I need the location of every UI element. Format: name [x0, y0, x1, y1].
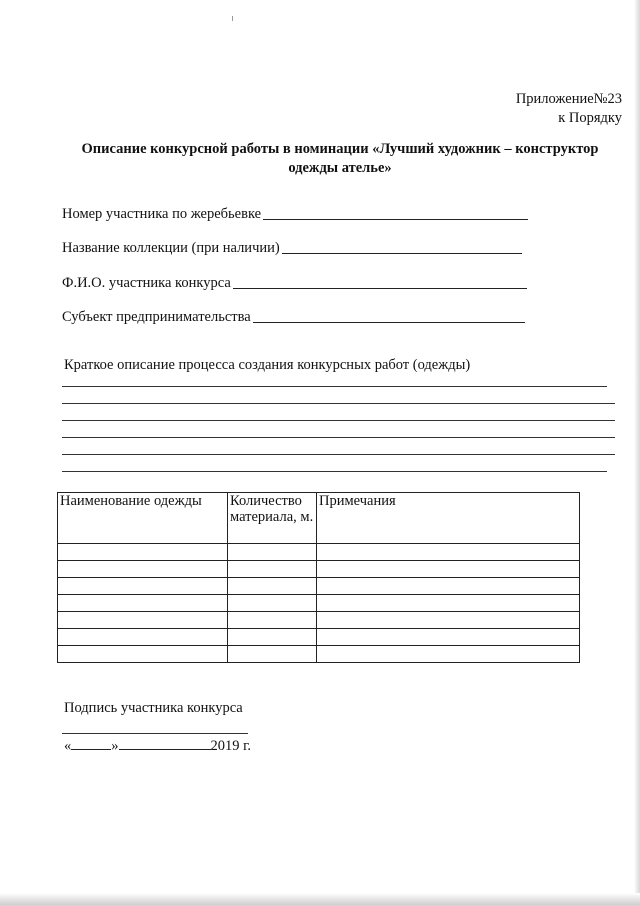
table-row — [58, 595, 580, 612]
collection-name-field — [62, 237, 522, 257]
table-cell[interactable] — [58, 595, 228, 612]
table-cell[interactable] — [228, 544, 317, 561]
date-line — [64, 736, 251, 755]
participant-number-label: Номер участника по жеребьевке — [62, 206, 262, 222]
description-line[interactable] — [62, 471, 607, 472]
collection-name-input[interactable] — [282, 252, 522, 254]
header-notes: Примечания — [317, 493, 580, 544]
table-cell[interactable] — [228, 561, 317, 578]
scan-speck — [232, 16, 233, 21]
table-cell[interactable] — [228, 612, 317, 629]
table-cell[interactable] — [317, 595, 580, 612]
header-material-quantity: Количество материала, м. — [228, 493, 317, 544]
table-cell[interactable] — [228, 578, 317, 595]
header-clothing-name: Наименование одежды — [58, 493, 228, 544]
description-line[interactable] — [62, 403, 615, 404]
description-line[interactable] — [62, 454, 615, 455]
collection-name-label: Название коллекции (при наличии) — [62, 240, 280, 256]
table-cell[interactable] — [58, 612, 228, 629]
table-cell[interactable] — [317, 612, 580, 629]
description-line[interactable] — [62, 437, 615, 438]
table-cell[interactable] — [317, 561, 580, 578]
table-cell[interactable] — [317, 544, 580, 561]
table-cell[interactable] — [58, 646, 228, 663]
participant-number-input[interactable] — [263, 218, 528, 220]
table-header-row — [58, 493, 580, 544]
business-entity-input[interactable] — [253, 321, 525, 323]
clothing-table — [57, 492, 580, 663]
appendix-line-2: к Порядку — [558, 110, 622, 126]
table-cell[interactable] — [58, 561, 228, 578]
signature-line[interactable] — [62, 733, 248, 734]
table-row — [58, 578, 580, 595]
date-month-blank[interactable] — [119, 736, 211, 750]
scan-edge-bottom — [0, 893, 640, 905]
table-row — [58, 629, 580, 646]
participant-fio-label: Ф.И.О. участника конкурса — [62, 275, 231, 291]
participant-fio-field — [62, 272, 527, 292]
table-cell[interactable] — [228, 629, 317, 646]
title-line-1: Описание конкурсной работы в номинации «Лучший художник – конструктор — [81, 141, 599, 157]
table-cell[interactable] — [228, 646, 317, 663]
table-cell[interactable] — [58, 629, 228, 646]
participant-fio-input[interactable] — [233, 287, 527, 289]
scan-edge — [634, 0, 640, 905]
participant-number-field — [62, 203, 528, 223]
table-row — [58, 646, 580, 663]
table-cell[interactable] — [317, 629, 580, 646]
signature-label: Подпись участника конкурса — [64, 700, 243, 716]
table-cell[interactable] — [58, 544, 228, 561]
table-row — [58, 612, 580, 629]
table-cell[interactable] — [228, 595, 317, 612]
table-cell[interactable] — [317, 646, 580, 663]
business-entity-field — [62, 306, 525, 326]
document-title — [60, 140, 620, 178]
date-year: 2019 г. — [210, 738, 252, 754]
appendix-line-1: Приложение№23 — [515, 91, 622, 107]
business-entity-label: Субъект предпринимательства — [62, 309, 251, 325]
table-cell[interactable] — [58, 578, 228, 595]
description-line[interactable] — [62, 420, 615, 421]
table-cell[interactable] — [317, 578, 580, 595]
appendix-note — [516, 90, 622, 128]
description-label: Краткое описание процесса создания конкурсных работ (одежды) — [64, 357, 471, 373]
date-close-quote: » — [111, 738, 119, 754]
table-row — [58, 561, 580, 578]
table-row — [58, 544, 580, 561]
date-day-blank[interactable] — [71, 736, 111, 750]
description-line[interactable] — [62, 386, 607, 387]
title-line-2: одежды ателье» — [288, 160, 392, 176]
date-open-quote: « — [64, 738, 72, 754]
